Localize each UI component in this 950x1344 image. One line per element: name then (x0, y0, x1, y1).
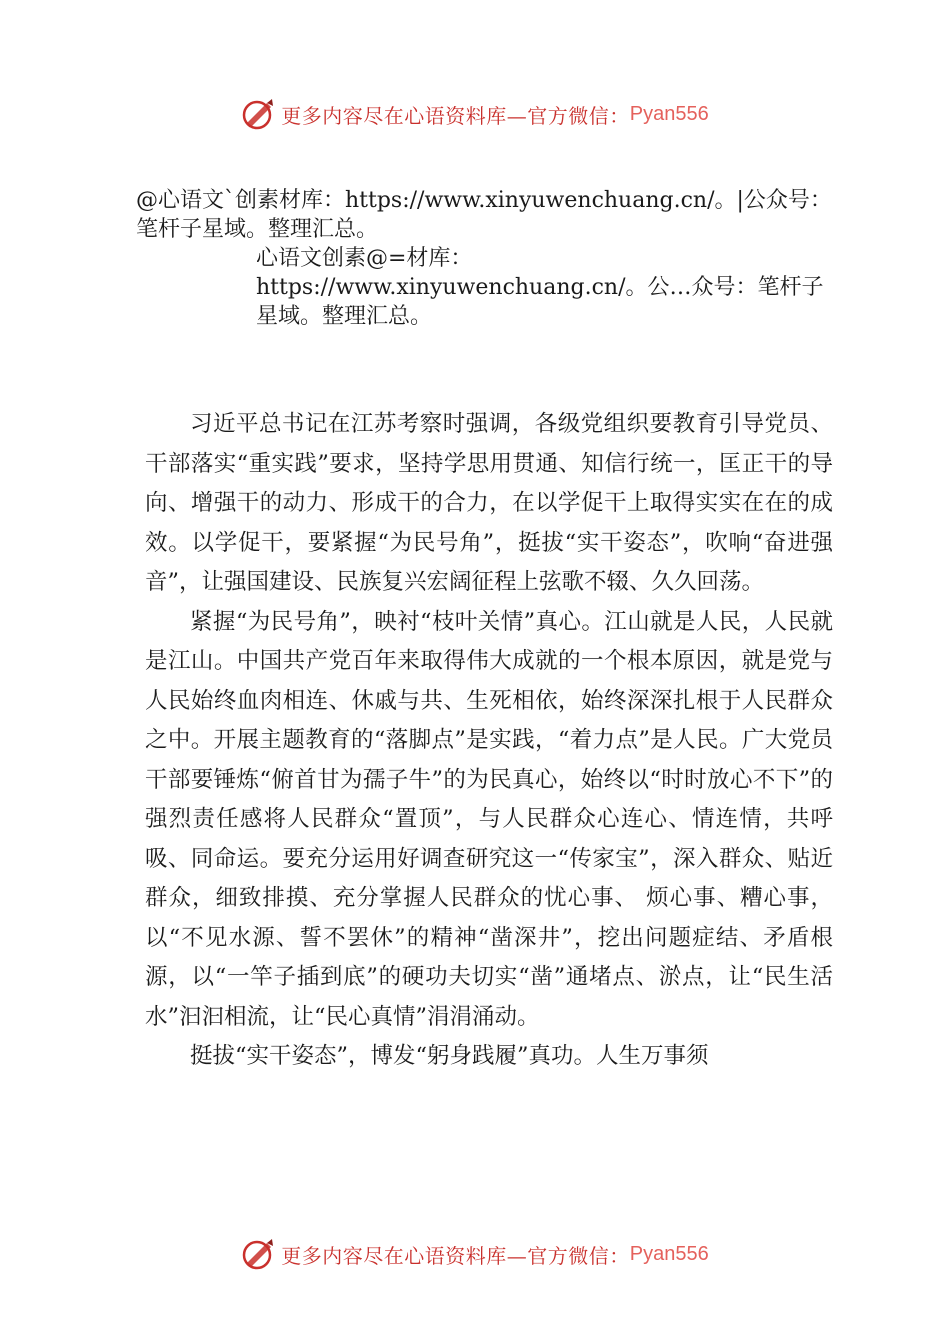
paragraph-2: 紧握“为民号角”，映衬“枝叶关情”真心。江山就是人民，人民就是江山。中国共产党百年来取得伟大成就的一个根本原因，就是党与人民始终血肉相连、休戚与共、生死相依，始终深深扎根于人民群众之中。开展主题教育的“落脚点”是实践，“着力点”是人民。广大党员干部要锤炼“俯首甘为孺子牛”的为民真心，始终以“时时放心不下”的强烈责任感将人民群众“置顶”，与人民群众心连心、情连情，共呼吸、同命运。要充分运用好调查研究这一“传家宝”，深入群众、贴近群众，细致排摸、充分掌握人民群众的忧心事、 烦心事、糟心事，以“不见水源、誓不罢休”的精神“凿深井”，挖出问题症结、矛盾根源，以“一竿子插到底”的硬功夫切实“凿”通堵点、淤点，让“民生活水”汩汩相流，让“民心真情”涓涓涌动。 (145, 608, 833, 1030)
paragraph-1: 习近平总书记在江苏考察时强调，各级党组织要教育引导党员、干部落实“重实践”要求，坚持学思用贯通、知信行统一，匡正干的导向、增强干的动力、形成干的合力，在以学促干上取得实实在在的成效。以学促干，要紧握“为民号角”，挺拔“实干姿态”，吹响“奋进强音”，让强国建设、民族复兴宏阔征程上弦歌不辍、久久回荡。 (145, 411, 833, 595)
watermark-bottom (0, 1234, 950, 1274)
source-line-2: 心语文创素@=材库：https://www.xinyuwenchuang.cn/。公…众号：笔杆子星域。整理汇总。 (256, 246, 824, 329)
watermark-text: 更多内容尽在心语资料库—官方微信： (281, 1243, 630, 1268)
watermark-wechat-id: Pyan556 (629, 1242, 709, 1265)
article-body (145, 405, 833, 1077)
pen-logo-icon (241, 1237, 275, 1271)
watermark-text: 更多内容尽在心语资料库—官方微信： (281, 103, 630, 128)
pen-logo-icon (241, 97, 275, 131)
watermark-wechat-id: Pyan556 (629, 102, 709, 125)
paragraph-3: 挺拔“实干姿态”，博发“躬身践履”真功。人生万事须 (190, 1043, 709, 1069)
source-line-1: @心语文`创素材库：https://www.xinyuwenchuang.cn/。|公众号：笔杆子星域。整理汇总。 (136, 188, 832, 242)
source-header (136, 186, 842, 331)
watermark-top (0, 94, 950, 134)
